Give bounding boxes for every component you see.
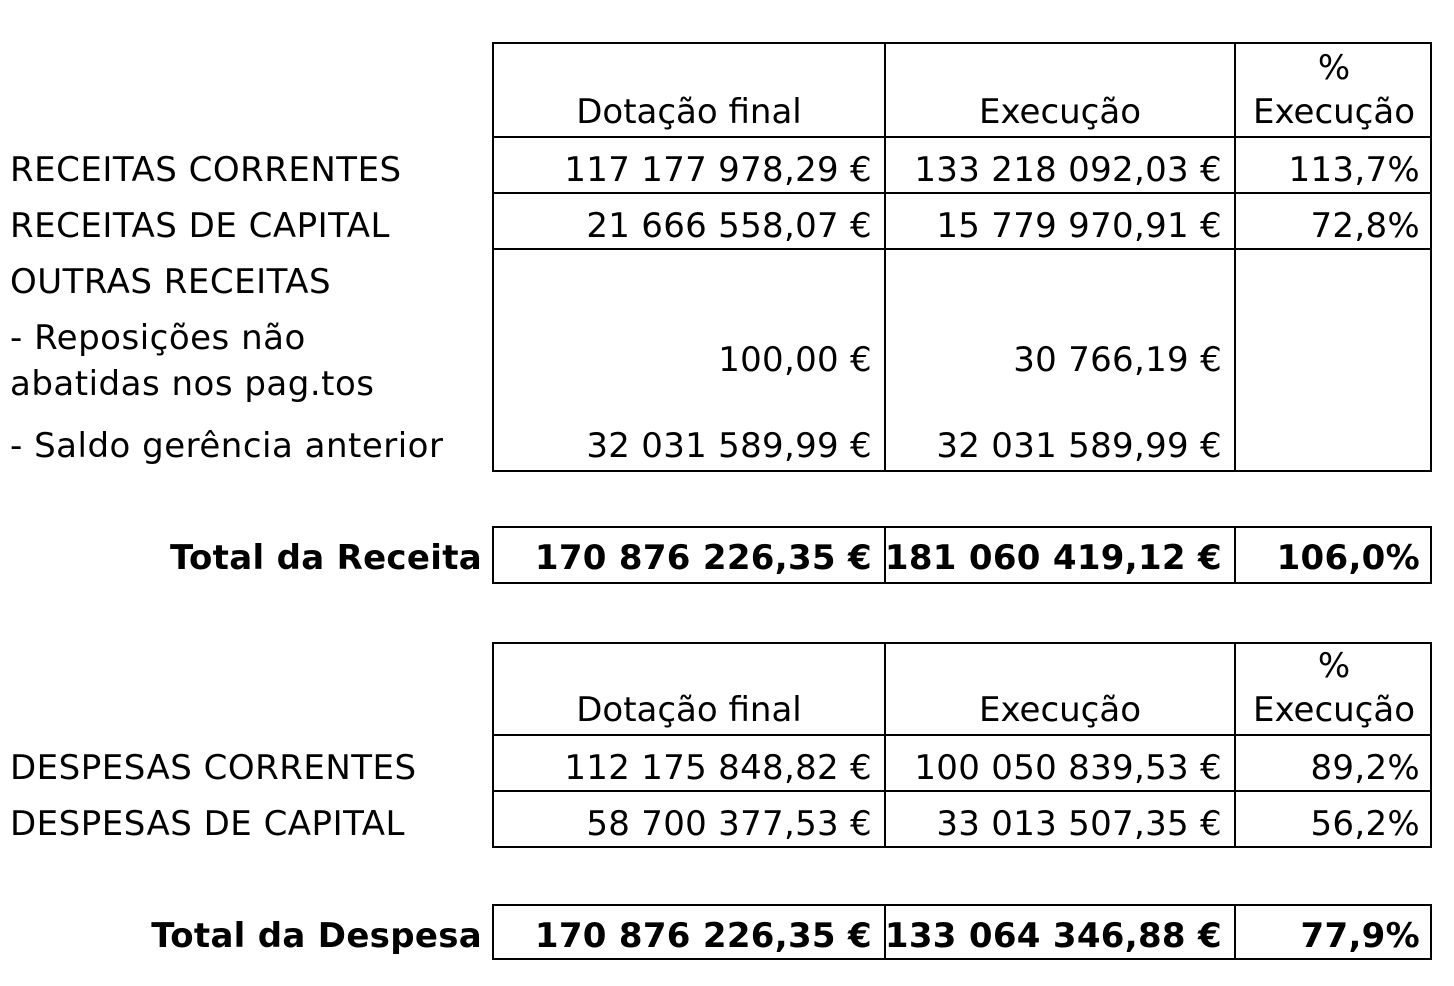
- cell-dotacao: 100,00 €: [718, 340, 872, 380]
- column-divider: [884, 642, 886, 848]
- total-despesa-execucao: 133 064 346,88 €: [884, 916, 1222, 956]
- header-pct-execucao: Execução: [1252, 92, 1416, 132]
- cell-pct: 89,2%: [1310, 748, 1420, 788]
- header-pct-symbol: %: [1317, 646, 1351, 686]
- row-label-reposicoes-line1: - Reposições não: [10, 318, 306, 358]
- total-despesa-dotacao: 170 876 226,35 €: [534, 916, 872, 956]
- cell-dotacao: 117 177 978,29 €: [564, 150, 872, 190]
- column-divider: [1234, 526, 1236, 584]
- row-divider: [492, 734, 1432, 736]
- cell-dotacao: 112 175 848,82 €: [564, 748, 872, 788]
- cell-pct: 56,2%: [1310, 804, 1420, 844]
- total-receita-execucao: 181 060 419,12 €: [884, 538, 1222, 578]
- header-dotacao-final: Dotação final: [576, 690, 802, 730]
- row-divider: [492, 790, 1432, 792]
- cell-pct: 72,8%: [1310, 206, 1420, 246]
- column-divider: [1234, 904, 1236, 960]
- header-dotacao-final: Dotação final: [576, 92, 802, 132]
- total-despesa-label: Total da Despesa: [151, 916, 482, 956]
- row-label-reposicoes-line2: abatidas nos pag.tos: [10, 364, 375, 404]
- cell-dotacao: 32 031 589,99 €: [586, 426, 872, 466]
- header-pct-execucao: Execução: [1252, 690, 1416, 730]
- row-label-saldo-gerencia: - Saldo gerência anterior: [10, 426, 444, 466]
- header-pct-symbol: %: [1317, 48, 1351, 88]
- cell-execucao: 100 050 839,53 €: [914, 748, 1222, 788]
- cell-dotacao: 58 700 377,53 €: [586, 804, 872, 844]
- row-label-despesas-capital: DESPESAS DE CAPITAL: [10, 804, 405, 844]
- cell-dotacao: 21 666 558,07 €: [586, 206, 872, 246]
- cell-execucao: 15 779 970,91 €: [936, 206, 1222, 246]
- row-label-outras-receitas: OUTRAS RECEITAS: [10, 262, 332, 302]
- row-label-despesas-correntes: DESPESAS CORRENTES: [10, 748, 417, 788]
- cell-execucao: 30 766,19 €: [1013, 340, 1222, 380]
- row-label-receitas-capital: RECEITAS DE CAPITAL: [10, 206, 390, 246]
- row-divider: [492, 136, 1432, 138]
- cell-pct: 113,7%: [1288, 150, 1420, 190]
- total-receita-pct: 106,0%: [1276, 538, 1420, 578]
- cell-execucao: 32 031 589,99 €: [936, 426, 1222, 466]
- header-execucao: Execução: [978, 92, 1142, 132]
- cell-execucao: 33 013 507,35 €: [936, 804, 1222, 844]
- cell-execucao: 133 218 092,03 €: [914, 150, 1222, 190]
- row-divider: [492, 248, 1432, 250]
- total-receita-dotacao: 170 876 226,35 €: [534, 538, 872, 578]
- row-label-receitas-correntes: RECEITAS CORRENTES: [10, 150, 402, 190]
- total-despesa-pct: 77,9%: [1300, 916, 1420, 956]
- header-execucao: Execução: [978, 690, 1142, 730]
- row-divider: [492, 192, 1432, 194]
- total-receita-label: Total da Receita: [170, 538, 482, 578]
